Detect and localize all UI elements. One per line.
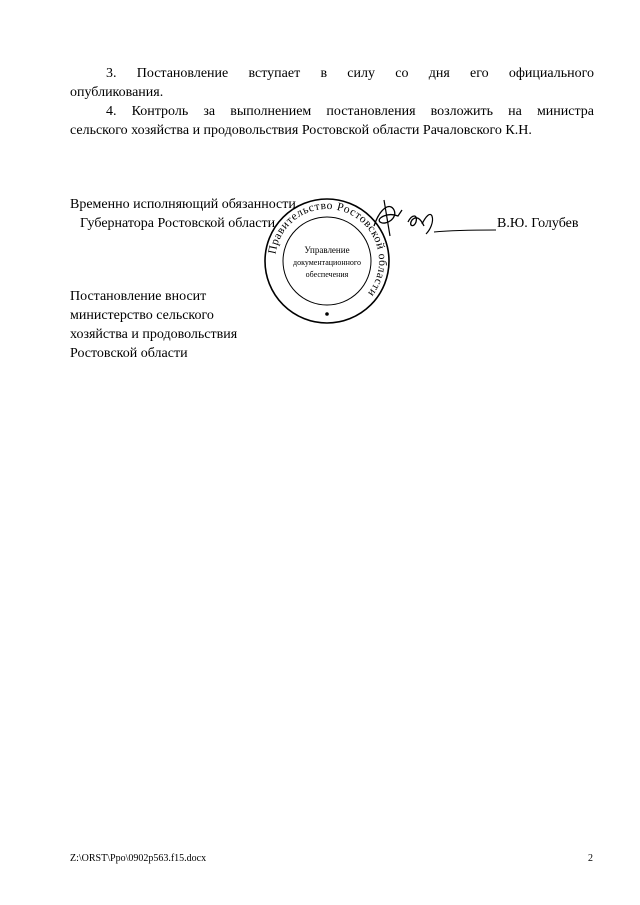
submitter-note-line-3: хозяйства и продовольствия (70, 327, 238, 342)
seal-dot (325, 312, 329, 316)
signer-position-line-2: Губернатора Ростовской области (80, 216, 276, 231)
submitter-note-line-4: Ростовской области (70, 346, 188, 361)
item-3-line-2: опубликования. (70, 85, 164, 100)
submitter-note-line-1: Постановление вносит (70, 289, 207, 304)
footer-file-path: Z:\ORST\Ppo\0902p563.f15.docx (70, 853, 207, 864)
handwritten-signature (360, 196, 500, 244)
signer-name: В.Ю. Голубев (497, 216, 579, 231)
seal-inner-line-1: Управление (304, 245, 350, 255)
item-3-line-1: 3. Постановление вступает в силу со дня его официального (106, 66, 594, 81)
item-4-line-1: 4. Контроль за выполнением постановления возложить на министра (106, 104, 594, 119)
seal-outer-text: Правительство Ростовской области (266, 199, 389, 300)
seal-inner-line-2: документационного (293, 258, 361, 267)
item-4-line-2: сельского хозяйства и продовольствия Ростовской области Рачаловского К.Н. (70, 123, 532, 138)
page-number: 2 (588, 853, 593, 864)
seal-inner-line-3: обеспечения (305, 270, 349, 279)
signer-position-line-1: Временно исполняющий обязанности (70, 197, 296, 212)
submitter-note-line-2: министерство сельского (70, 308, 214, 323)
